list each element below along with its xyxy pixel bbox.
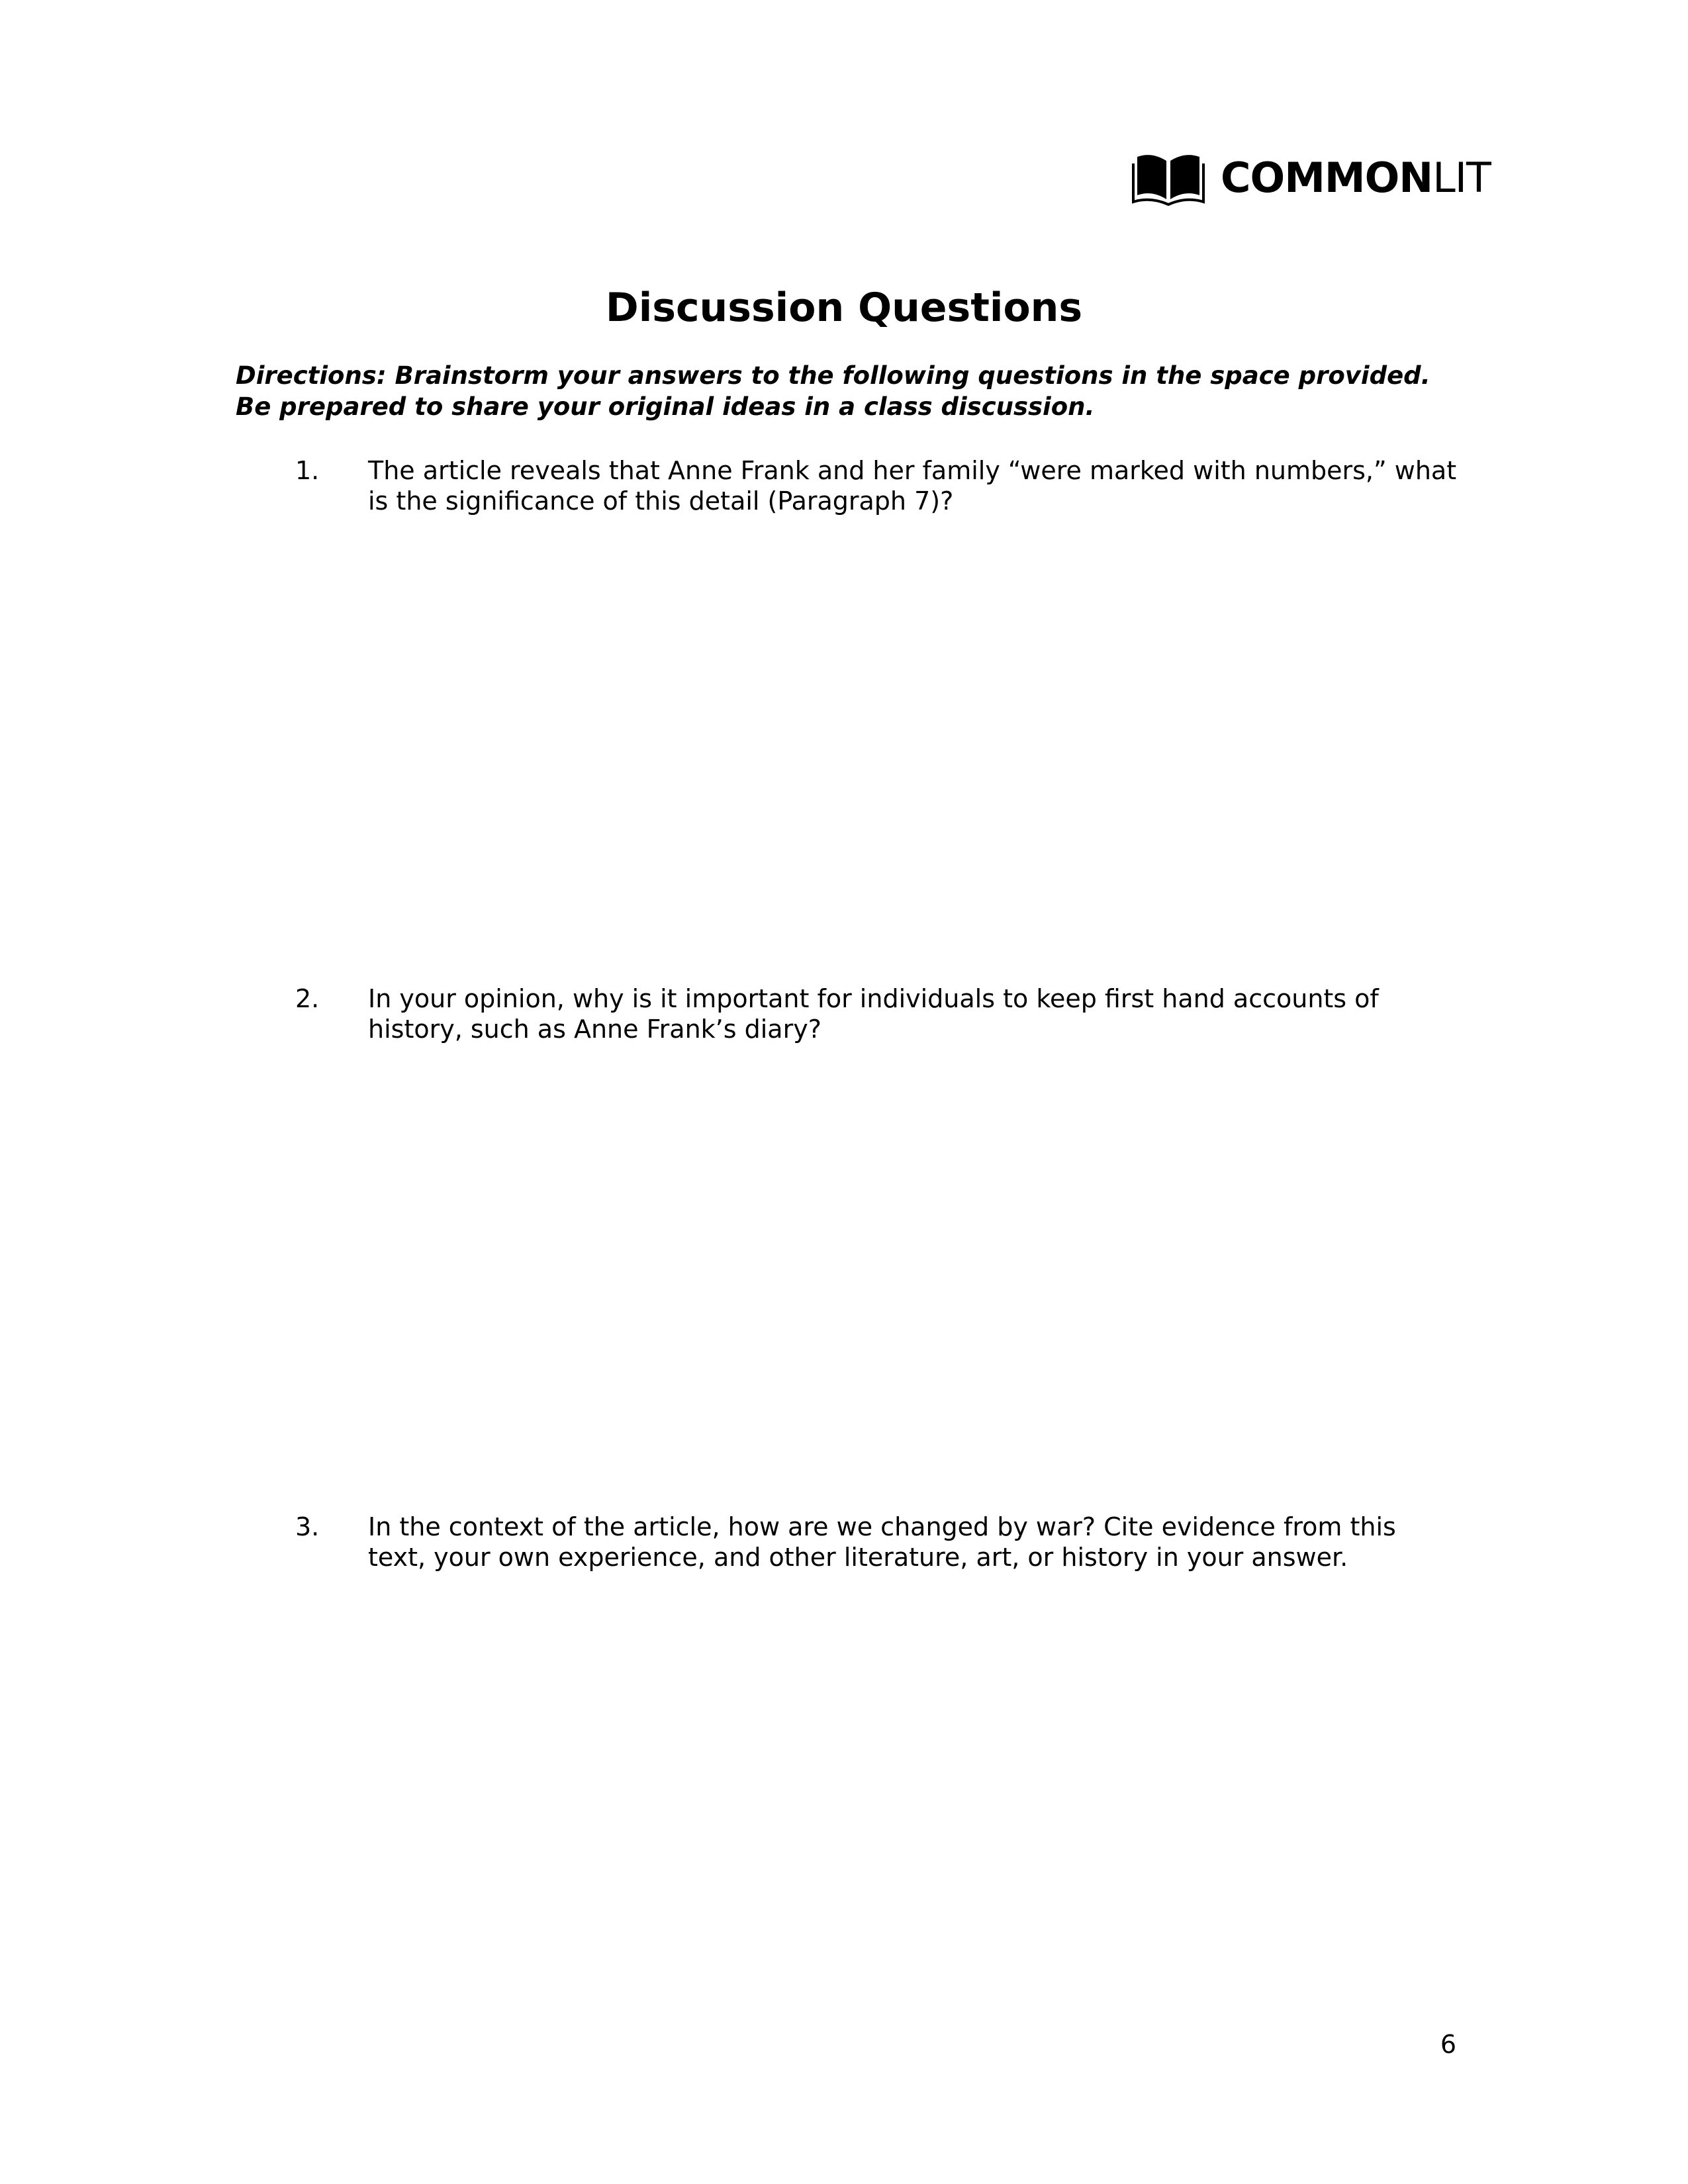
page-number: 6 [1440,2030,1456,2059]
commonlit-logo [1132,148,1491,208]
open-book-icon [1132,150,1205,206]
question-number: 1. [295,456,320,485]
question-number: 2. [295,984,320,1013]
question-text: The article reveals that Anne Frank and her family “were marked with numbers,” what is the significance of this detail (Paragraph 7)? [368,456,1457,516]
directions-text: Directions: Brainstorm your answers to the following questions in the space provided. Be prepared to share your original ideas in a class discussion. [236,361,1430,421]
question-text: In your opinion, why is it important for individuals to keep first hand accounts of history, such as Anne Frank’s diary? [368,984,1379,1044]
logo-text-light: LIT [1432,154,1491,202]
question-text: In the context of the article, how are we changed by war? Cite evidence from this text, your own experience, and other literature, art, or history in your answer. [368,1512,1396,1572]
logo-text-bold: COMMON [1221,154,1433,202]
logo-wordmark [1221,148,1491,208]
question-number: 3. [295,1512,320,1541]
page-title: Discussion Questions [605,285,1083,331]
